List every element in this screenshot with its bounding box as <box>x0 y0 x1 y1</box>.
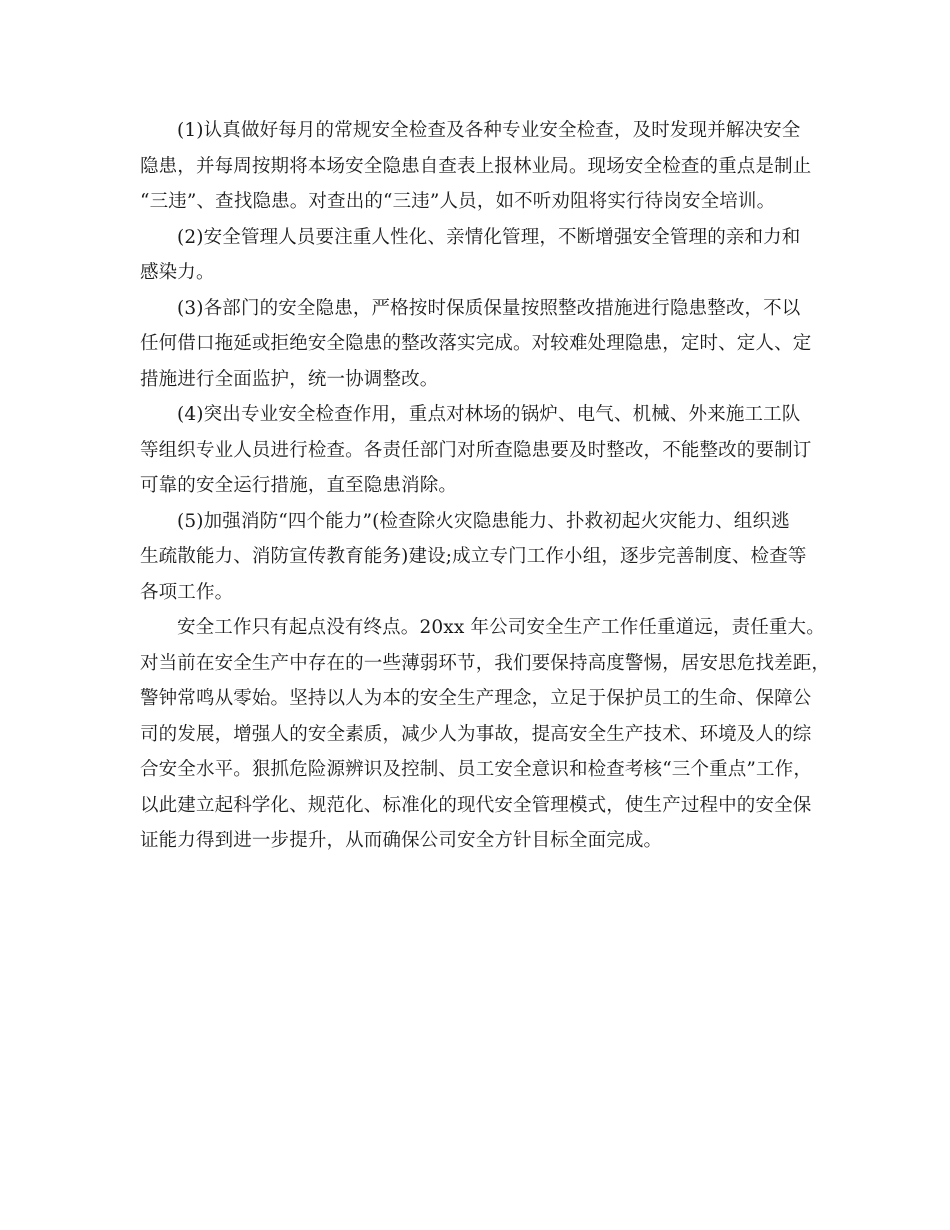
text-line: 等组织专业人员进行检查。各责任部门对所查隐患要及时整改，不能整改的要制订 <box>140 439 812 461</box>
text-line: 各项工作。 <box>140 581 234 603</box>
text-line: (5)加强消防“四个能力”(检查除火灾隐患能力、扑救初起火灾能力、组织逃 <box>177 510 790 532</box>
text-line: 生疏散能力、消防宣传教育能务)建设;成立专门工作小组，逐步完善制度、检查等 <box>140 546 807 567</box>
paragraph-item-3 <box>140 291 820 398</box>
text-line: 司的发展，增强人的安全素质，减少人为事故，提高安全生产技术、环境及人的综 <box>140 723 812 745</box>
document-body <box>140 113 831 859</box>
text-line: (1)认真做好每月的常规安全检查及各种专业安全检查，及时发现并解决安全 <box>177 120 801 141</box>
text-line: 对当前在安全生产中存在的一些薄弱环节，我们要保持高度警惕，居安思危找差距， <box>140 652 831 674</box>
text-line: 合安全水平。狠抓危险源辨识及控制、员工安全意识和检查考核“三个重点”工作， <box>140 759 812 780</box>
paragraph-item-2 <box>140 220 820 291</box>
text-line: 隐患，并每周按期将本场安全隐患自查表上报林业局。现场安全检查的重点是制止 <box>140 155 812 177</box>
text-line: 任何借口拖延或拒绝安全隐患的整改落实完成。对较难处理隐患，定时、定人、定 <box>140 333 812 354</box>
paragraph-conclusion <box>140 610 831 859</box>
text-line: 警钟常鸣从零始。坚持以人为本的安全生产理念，立足于保护员工的生命、保障公 <box>140 688 812 709</box>
text-line: “三违”、查找隐患。对查出的“三违”人员，如不听劝阻将实行待岗安全培训。 <box>140 191 776 212</box>
text-line: 措施进行全面监护，统一协调整改。 <box>140 368 439 390</box>
text-line: (3)各部门的安全隐患，严格按时保质保量按照整改措施进行隐患整改，不以 <box>177 297 801 319</box>
text-line: 以此建立起科学化、规范化、标准化的现代安全管理模式，使生产过程中的安全保 <box>140 794 812 816</box>
paragraph-item-1 <box>140 113 820 220</box>
text-line: 证能力得到进一步提升，从而确保公司安全方针目标全面完成。 <box>140 830 663 851</box>
paragraph-item-4 <box>140 397 820 504</box>
text-line: 安全工作只有起点没有终点。20xx 年公司安全生产工作任重道远，责任重大。 <box>177 617 825 638</box>
text-line: 可靠的安全运行措施，直至隐患消除。 <box>140 475 458 496</box>
paragraph-item-5 <box>140 504 820 611</box>
text-line: 感染力。 <box>140 262 215 283</box>
text-line: (4)突出专业安全检查作用，重点对林场的锅炉、电气、机械、外来施工工队 <box>177 404 801 425</box>
text-line: (2)安全管理人员要注重人性化、亲情化管理，不断增强安全管理的亲和力和 <box>177 226 801 248</box>
